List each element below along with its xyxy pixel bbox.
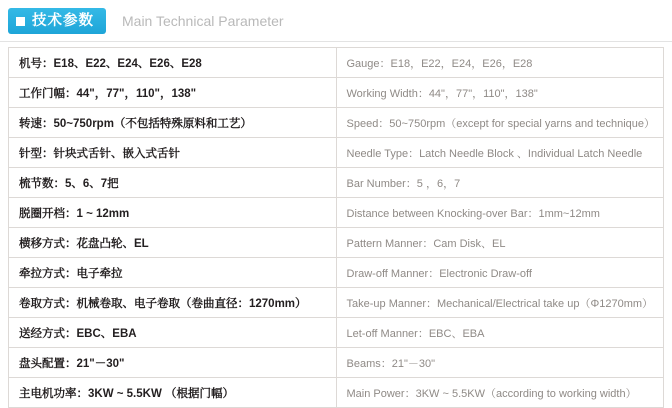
- table-row: [9, 168, 664, 198]
- spec-label-en: Main Power：3KW ~ 5.5KW（according to working width）: [336, 378, 664, 408]
- section-header: [0, 0, 672, 42]
- spec-label-cn: 工作门幅：44"，77"，110"，138": [9, 78, 337, 108]
- spec-label-en: Gauge：E18，E22，E24，E26，E28: [336, 48, 664, 78]
- spec-label-en: Bar Number：5 ，6，7: [336, 168, 664, 198]
- table-row: [9, 48, 664, 78]
- spec-label-cn: 牵拉方式：电子牵拉: [9, 258, 337, 288]
- spec-label-en: Pattern Manner：Cam Disk、EL: [336, 228, 664, 258]
- section-badge: [8, 8, 106, 34]
- spec-label-cn: 脱圈开档：1 ~ 12mm: [9, 198, 337, 228]
- header-divider: [0, 41, 672, 42]
- spec-label-en: Working Width：44"，77"，110"，138": [336, 78, 664, 108]
- spec-label-en: Beams：21"－30": [336, 348, 664, 378]
- spec-label-cn: 卷取方式：机械卷取、电子卷取（卷曲直径：1270mm）: [9, 288, 337, 318]
- spec-label-cn: 针型：针块式舌针、嵌入式舌针: [9, 138, 337, 168]
- spec-label-en: Distance between Knocking-over Bar：1mm~12mm: [336, 198, 664, 228]
- table-row: [9, 318, 664, 348]
- square-icon: [16, 17, 25, 26]
- spec-label-cn: 横移方式：花盘凸轮、EL: [9, 228, 337, 258]
- table-row: [9, 348, 664, 378]
- specification-table: [8, 47, 664, 408]
- table-row: [9, 378, 664, 408]
- table-row: [9, 198, 664, 228]
- section-title-cn: 技术参数: [32, 12, 94, 29]
- spec-label-cn: 机号：E18、E22、E24、E26、E28: [9, 48, 337, 78]
- spec-label-cn: 主电机功率：3KW ~ 5.5KW （根据门幅）: [9, 378, 337, 408]
- spec-label-en: Speed：50~750rpm（except for special yarns and technique）: [336, 108, 664, 138]
- spec-label-cn: 盘头配置：21"－30": [9, 348, 337, 378]
- spec-label-en: Let-off Manner：EBC、EBA: [336, 318, 664, 348]
- spec-label-en: Needle Type：Latch Needle Block 、Individual Latch Needle: [336, 138, 664, 168]
- spec-label-en: Draw-off Manner：Electronic Draw-off: [336, 258, 664, 288]
- section-title-en: Main Technical Parameter: [122, 13, 284, 29]
- spec-label-cn: 转速：50~750rpm（不包括特殊原料和工艺）: [9, 108, 337, 138]
- table-body: [9, 48, 664, 408]
- table-row: [9, 108, 664, 138]
- table-row: [9, 228, 664, 258]
- table-row: [9, 138, 664, 168]
- spec-label-cn: 梳节数：5、6、7把: [9, 168, 337, 198]
- table-row: [9, 258, 664, 288]
- spec-label-en: Take-up Manner：Mechanical/Electrical take up（Φ1270mm）: [336, 288, 664, 318]
- table-row: [9, 78, 664, 108]
- spec-label-cn: 送经方式：EBC、EBA: [9, 318, 337, 348]
- table-row: [9, 288, 664, 318]
